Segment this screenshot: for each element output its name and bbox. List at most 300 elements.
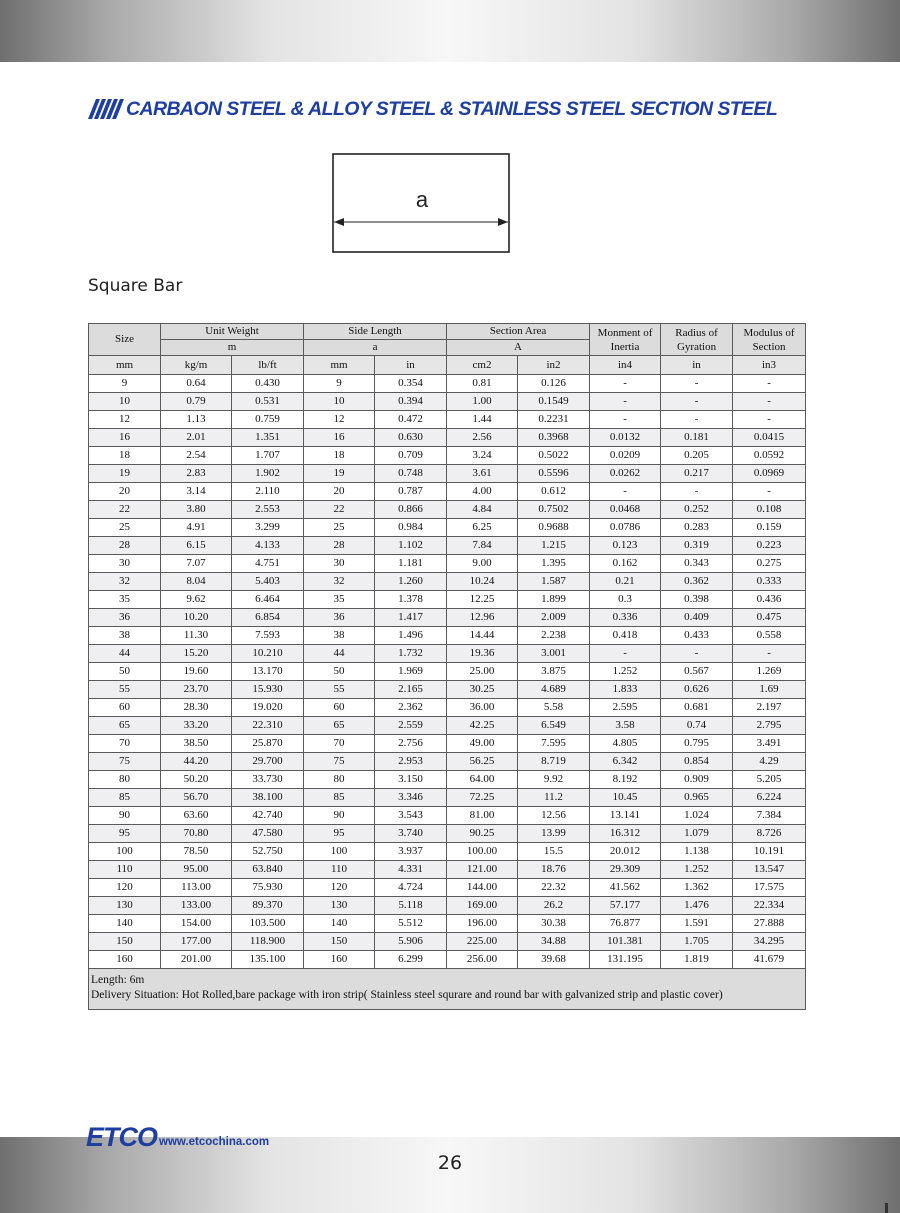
corner-mark [885,1203,888,1213]
table-cell: 85 [304,789,375,807]
table-cell: 0.681 [661,699,733,717]
table-cell: 121.00 [447,861,518,879]
table-cell: 65 [304,717,375,735]
table-cell: 34.88 [518,933,590,951]
table-cell: 85 [89,789,161,807]
table-cell: 0.795 [661,735,733,753]
table-row [89,483,806,501]
table-cell: 144.00 [447,879,518,897]
table-cell: 28 [89,537,161,555]
table-cell: 0.319 [661,537,733,555]
table-cell: 81.00 [447,807,518,825]
table-cell: 2.795 [733,717,806,735]
table-cell: 1.496 [375,627,447,645]
table-cell: 150 [89,933,161,951]
section-heading: Square Bar [88,276,183,296]
table-cell: 0.787 [375,483,447,501]
table-cell: 0.409 [661,609,733,627]
table-cell: 0.965 [661,789,733,807]
table-cell: 1.395 [518,555,590,573]
table-cell: 1.378 [375,591,447,609]
table-cell: 5.403 [232,573,304,591]
table-row [89,465,806,483]
table-cell: - [661,393,733,411]
square-bar-table [88,323,806,1010]
table-cell: 1.591 [661,915,733,933]
table-cell: 0.7502 [518,501,590,519]
table-cell: 7.84 [447,537,518,555]
table-cell: 12.96 [447,609,518,627]
table-cell: 6.342 [590,753,661,771]
table-cell: 50.20 [161,771,232,789]
table-cell: 25 [89,519,161,537]
table-cell: 0.159 [733,519,806,537]
table-notes [89,969,806,1010]
table-cell: 0.3968 [518,429,590,447]
table-cell: 103.500 [232,915,304,933]
table-row [89,429,806,447]
table-cell: 0.74 [661,717,733,735]
unit-cell: in4 [590,356,661,375]
table-cell: 3.491 [733,735,806,753]
table-cell: 0.0786 [590,519,661,537]
table-cell: 4.805 [590,735,661,753]
table-cell: 100.00 [447,843,518,861]
table-cell: 89.370 [232,897,304,915]
table-row [89,915,806,933]
table-cell: 2.595 [590,699,661,717]
page-title: CARBAON STEEL & ALLOY STEEL & STAINLESS STEEL SECTION STEEL [126,97,778,120]
table-cell: 63.840 [232,861,304,879]
table-cell: 19 [304,465,375,483]
table-cell: 41.679 [733,951,806,969]
table-cell: 0.1549 [518,393,590,411]
table-cell: 12 [304,411,375,429]
table-row [89,591,806,609]
table-row [89,807,806,825]
stripes-icon [88,99,124,119]
table-cell: 100 [304,843,375,861]
table-cell: 36 [89,609,161,627]
table-cell: 1.102 [375,537,447,555]
table-cell: 80 [304,771,375,789]
table-row [89,411,806,429]
table-cell: 9 [89,375,161,393]
table-cell: 33.20 [161,717,232,735]
table-cell: 22.334 [733,897,806,915]
table-cell: 1.707 [232,447,304,465]
table-cell: 38.50 [161,735,232,753]
table-cell: 4.724 [375,879,447,897]
table-cell: 27.888 [733,915,806,933]
table-cell: 70 [304,735,375,753]
table-cell: 8.719 [518,753,590,771]
table-cell: 169.00 [447,897,518,915]
table-cell: 6.224 [733,789,806,807]
table-cell: 0.709 [375,447,447,465]
table-cell: 2.009 [518,609,590,627]
table-row [89,447,806,465]
table-cell: - [661,483,733,501]
table-cell: 95.00 [161,861,232,879]
table-cell: 110 [89,861,161,879]
table-cell: 160 [89,951,161,969]
table-cell: 7.593 [232,627,304,645]
table-cell: - [733,375,806,393]
table-cell: 22 [304,501,375,519]
table-row [89,735,806,753]
table-cell: 10.210 [232,645,304,663]
table-row [89,861,806,879]
table-cell: 0.162 [590,555,661,573]
table-cell: - [733,483,806,501]
table-cell: 5.512 [375,915,447,933]
unit-cell: cm2 [447,356,518,375]
table-cell: 1.260 [375,573,447,591]
table-cell: 2.553 [232,501,304,519]
table-cell: 41.562 [590,879,661,897]
table-cell: 56.25 [447,753,518,771]
table-cell: 0.531 [232,393,304,411]
table-cell: 118.900 [232,933,304,951]
table-cell: 150 [304,933,375,951]
table-cell: 0.123 [590,537,661,555]
table-cell: 10.24 [447,573,518,591]
table-cell: 225.00 [447,933,518,951]
table-cell: 2.54 [161,447,232,465]
table-cell: 75 [304,753,375,771]
table-cell: 6.549 [518,717,590,735]
header-size: Size [89,324,161,356]
table-cell: 0.748 [375,465,447,483]
table-cell: - [590,645,661,663]
table-cell: 0.475 [733,609,806,627]
table-cell: 1.269 [733,663,806,681]
header-band [0,0,900,62]
table-cell: 1.215 [518,537,590,555]
table-cell: 0.252 [661,501,733,519]
table-cell: 3.150 [375,771,447,789]
table-cell: 26.2 [518,897,590,915]
table-cell: 50 [89,663,161,681]
table-cell: 34.295 [733,933,806,951]
table-cell: 63.60 [161,807,232,825]
table-cell: 0.866 [375,501,447,519]
table-cell: 5.118 [375,897,447,915]
table-cell: 0.626 [661,681,733,699]
table-cell: 32 [304,573,375,591]
table-cell: 7.384 [733,807,806,825]
table-cell: 18 [304,447,375,465]
header-modulus-of-section: Modulus of Section [733,324,806,356]
table-cell: 4.91 [161,519,232,537]
brand-url: www.etcochina.com [159,1136,270,1148]
table-cell: 0.181 [661,429,733,447]
table-cell: 7.07 [161,555,232,573]
table-cell: 38 [89,627,161,645]
header-section-area: Section Area [447,324,590,340]
table-cell: - [733,645,806,663]
table-cell: 0.0262 [590,465,661,483]
table-cell: 78.50 [161,843,232,861]
table-cell: 2.756 [375,735,447,753]
delivery-note: Delivery Situation: Hot Rolled,bare package with iron strip( Stainless steel squrare and round bar with galvanized strip and plastic cover) [91,989,723,1001]
table-cell: 6.15 [161,537,232,555]
table-cell: 5.205 [733,771,806,789]
table-cell: 70.80 [161,825,232,843]
table-cell: 6.299 [375,951,447,969]
table-cell: 11.30 [161,627,232,645]
table-cell: 1.902 [232,465,304,483]
table-cell: 2.238 [518,627,590,645]
table-cell: 64.00 [447,771,518,789]
table-cell: 1.587 [518,573,590,591]
table-cell: 30 [304,555,375,573]
table-cell: 8.726 [733,825,806,843]
table-cell: 0.436 [733,591,806,609]
unit-cell: kg/m [161,356,232,375]
table-cell: 1.252 [590,663,661,681]
table-cell: 0.567 [661,663,733,681]
table-cell: 0.472 [375,411,447,429]
table-cell: 140 [89,915,161,933]
table-row [89,879,806,897]
table-row [89,771,806,789]
header-section-area-symbol: A [447,340,590,356]
table-cell: 80 [89,771,161,789]
table-row [89,699,806,717]
table-cell: 10.191 [733,843,806,861]
table-cell: 1.819 [661,951,733,969]
table-cell: 55 [304,681,375,699]
table-cell: 3.58 [590,717,661,735]
table-cell: 28 [304,537,375,555]
table-cell: - [590,375,661,393]
table-cell: 0.398 [661,591,733,609]
table-cell: 16 [89,429,161,447]
table-cell: 5.906 [375,933,447,951]
table-cell: 131.195 [590,951,661,969]
table-cell: 19.60 [161,663,232,681]
table-cell: 13.141 [590,807,661,825]
table-cell: 196.00 [447,915,518,933]
table-cell: 0.3 [590,591,661,609]
table-cell: 2.110 [232,483,304,501]
table-row [89,717,806,735]
table-cell: 16 [304,429,375,447]
table-cell: 1.252 [661,861,733,879]
table-cell: 0.362 [661,573,733,591]
unit-cell: in3 [733,356,806,375]
table-cell: 22.32 [518,879,590,897]
table-cell: 3.937 [375,843,447,861]
table-cell: 15.930 [232,681,304,699]
table-cell: 140 [304,915,375,933]
table-cell: 0.0969 [733,465,806,483]
table-cell: 35 [89,591,161,609]
table-cell: 57.177 [590,897,661,915]
table-cell: 2.953 [375,753,447,771]
table-cell: 4.84 [447,501,518,519]
table-cell: 11.2 [518,789,590,807]
table-cell: 0.5596 [518,465,590,483]
table-row [89,501,806,519]
dimension-label: a [415,187,429,212]
table-cell: 0.909 [661,771,733,789]
table-cell: 1.969 [375,663,447,681]
table-cell: 44.20 [161,753,232,771]
table-cell: 44 [89,645,161,663]
table-cell: 95 [304,825,375,843]
table-cell: - [733,393,806,411]
table-cell: 9.00 [447,555,518,573]
table-cell: 13.170 [232,663,304,681]
brand-logo [86,1123,269,1151]
table-cell: 100 [89,843,161,861]
table-cell: 0.21 [590,573,661,591]
table-cell: 1.476 [661,897,733,915]
table-cell: 42.25 [447,717,518,735]
table-cell: 1.732 [375,645,447,663]
table-cell: 1.138 [661,843,733,861]
table-row [89,789,806,807]
table-cell: 29.309 [590,861,661,879]
table-cell: 9 [304,375,375,393]
table-cell: 3.61 [447,465,518,483]
table-cell: 13.547 [733,861,806,879]
table-cell: 10 [304,393,375,411]
table-cell: 23.70 [161,681,232,699]
table-cell: 90 [89,807,161,825]
table-cell: 55 [89,681,161,699]
table-cell: 0.275 [733,555,806,573]
table-cell: 75 [89,753,161,771]
table-cell: 113.00 [161,879,232,897]
unit-cell: mm [304,356,375,375]
unit-cell: lb/ft [232,356,304,375]
table-cell: 60 [89,699,161,717]
table-cell: 10.45 [590,789,661,807]
table-cell: 52.750 [232,843,304,861]
table-cell: - [661,375,733,393]
table-cell: 0.612 [518,483,590,501]
table-cell: 15.20 [161,645,232,663]
table-cell: 135.100 [232,951,304,969]
table-row [89,753,806,771]
table-cell: 14.44 [447,627,518,645]
table-row [89,609,806,627]
table-cell: 0.64 [161,375,232,393]
table-cell: 28.30 [161,699,232,717]
table-cell: 76.877 [590,915,661,933]
table-cell: 0.81 [447,375,518,393]
table-cell: 90 [304,807,375,825]
table-cell: 36.00 [447,699,518,717]
table-cell: 2.01 [161,429,232,447]
table-cell: - [590,483,661,501]
table-row [89,537,806,555]
length-note: Length: 6m [91,974,145,986]
table-cell: 75.930 [232,879,304,897]
table-cell: 1.44 [447,411,518,429]
table-cell: 130 [304,897,375,915]
table-cell: 95 [89,825,161,843]
table-cell: 0.418 [590,627,661,645]
table-cell: 0.217 [661,465,733,483]
table-cell: 6.464 [232,591,304,609]
table-cell: 9.62 [161,591,232,609]
brand-name: ETCO [86,1122,158,1152]
table-cell: 3.299 [232,519,304,537]
header-radius-of-gyration: Radius of Gyration [661,324,733,356]
table-cell: - [590,411,661,429]
table-cell: - [590,393,661,411]
header-moment-of-inertia: Monment of Inertia [590,324,661,356]
table-cell: 20.012 [590,843,661,861]
table-cell: 19 [89,465,161,483]
table-cell: 2.559 [375,717,447,735]
table-cell: 10.20 [161,609,232,627]
table-cell: 9.92 [518,771,590,789]
table-cell: 33.730 [232,771,304,789]
table-cell: 44 [304,645,375,663]
square-section-drawing [332,153,510,253]
table-cell: 3.14 [161,483,232,501]
table-cell: 12 [89,411,161,429]
table-cell: 4.689 [518,681,590,699]
table-cell: 0.283 [661,519,733,537]
table-cell: 1.13 [161,411,232,429]
table-cell: 13.99 [518,825,590,843]
table-cell: 38.100 [232,789,304,807]
table-cell: 1.079 [661,825,733,843]
table-cell: 0.0468 [590,501,661,519]
table-cell: 19.36 [447,645,518,663]
table-cell: 0.558 [733,627,806,645]
table-cell: 65 [89,717,161,735]
table-cell: 8.192 [590,771,661,789]
unit-cell: in [375,356,447,375]
table-cell: 30 [89,555,161,573]
table-cell: 42.740 [232,807,304,825]
table-cell: 1.417 [375,609,447,627]
table-cell: 1.69 [733,681,806,699]
table-cell: 0.333 [733,573,806,591]
table-cell: 2.197 [733,699,806,717]
table-cell: 0.0209 [590,447,661,465]
table-cell: 3.875 [518,663,590,681]
table-cell: 0.79 [161,393,232,411]
table-cell: 0.354 [375,375,447,393]
table-cell: 10 [89,393,161,411]
table-cell: 133.00 [161,897,232,915]
table-row [89,825,806,843]
table-cell: 50 [304,663,375,681]
header-side-length: Side Length [304,324,447,340]
table-cell: 22.310 [232,717,304,735]
table-row [89,519,806,537]
page-number: 26 [437,1152,463,1174]
table-cell: 20 [89,483,161,501]
table-cell: 0.854 [661,753,733,771]
table-cell: 2.56 [447,429,518,447]
table-cell: 38 [304,627,375,645]
table-cell: 0.394 [375,393,447,411]
table-row [89,555,806,573]
table-cell: 16.312 [590,825,661,843]
table-cell: 120 [89,879,161,897]
table-cell: 30.38 [518,915,590,933]
